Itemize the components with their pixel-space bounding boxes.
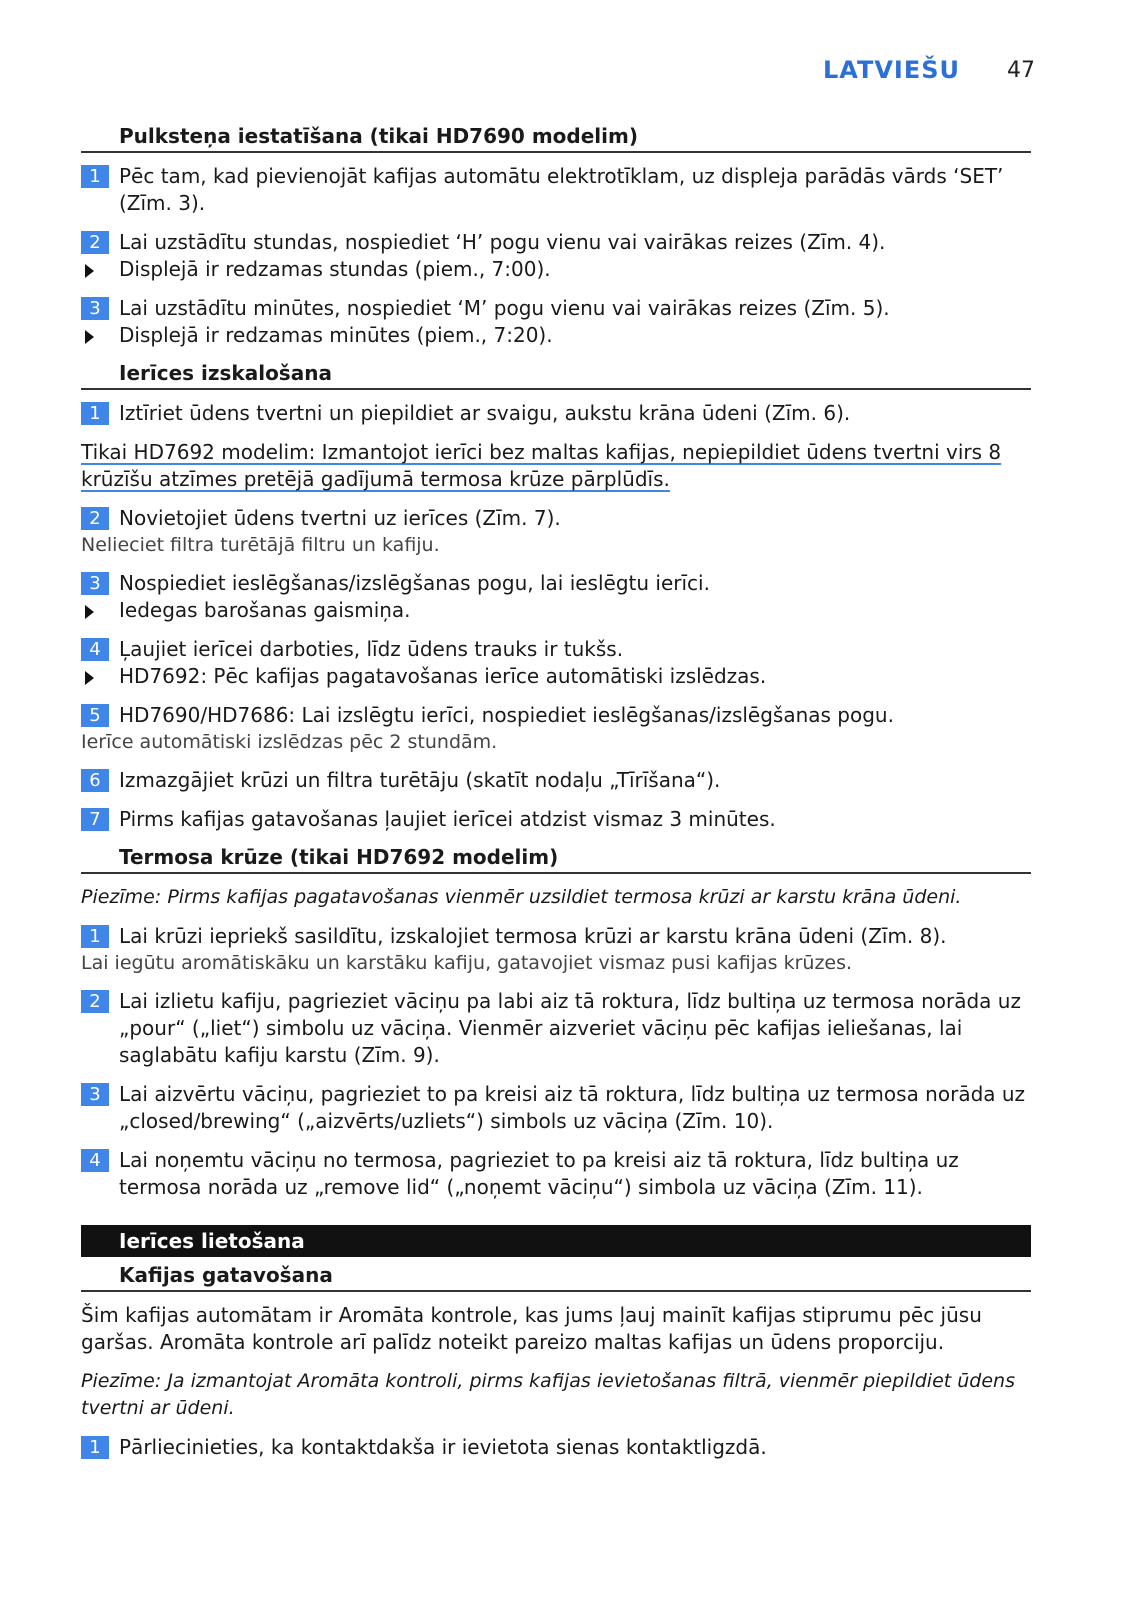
step (81, 163, 1031, 217)
section-title-thermos: Termosa krūze (tikai HD7692 modelim) (81, 845, 1031, 874)
step-text: Lai izlietu kafiju, pagrieziet vāciņu pa labi aiz tā roktura, līdz bultiņa uz termosa norāda uz „pour“ („liet“) simbolu uz vāciņa. Vienmēr aizveriet vāciņu pēc kafijas ieliešanas, lai saglabātu kafiju karstu (Zīm. 9). (119, 989, 1021, 1067)
step-result (81, 322, 1031, 349)
step-text: Nospiediet ieslēgšanas/izslēgšanas pogu, lai ieslēgtu ierīci. (119, 571, 710, 595)
hd7692-notice-text: Tikai HD7692 modelim: Izmantojot ierīci bez maltas kafijas, nepiepildiet ūdens tvertni virs 8 krūzīšu atzīmes pretējā gadījumā termosa krūze pārplūdīs. (81, 440, 1002, 491)
page-number: 47 (1007, 58, 1035, 83)
step-text: Lai krūzi iepriekš sasildītu, izskalojiet termosa krūzi ar karstu krāna ūdeni (Zīm. 8). (119, 924, 947, 948)
result-arrow-icon (85, 264, 94, 278)
step (81, 295, 1031, 322)
step-text: Lai noņemtu vāciņu no termosa, pagrieziet to pa kreisi aiz tā roktura, līdz bultiņa uz termosa norāda uz „remove lid“ („noņemt vāciņu“) simbola uz vāciņa (Zīm. 11). (119, 1148, 959, 1199)
step-text: Iztīriet ūdens tvertni un piepildiet ar svaigu, aukstu krāna ūdeni (Zīm. 6). (119, 401, 851, 425)
step-number: 2 (81, 507, 109, 530)
step-result (81, 256, 1031, 283)
step (81, 988, 1031, 1069)
step-text: Ļaujiet ierīcei darboties, līdz ūdens trauks ir tukšs. (119, 637, 624, 661)
step-text: HD7690/HD7686: Lai izslēgtu ierīci, nospiediet ieslēgšanas/izslēgšanas pogu. (119, 703, 894, 727)
step-text: Pirms kafijas gatavošanas ļaujiet ierīcei atdzist vismaz 3 minūtes. (119, 807, 776, 831)
step-text: Izmazgājiet krūzi un filtra turētāju (skatīt nodaļu „Tīrīšana“). (119, 768, 721, 792)
note: Piezīme: Ja izmantojat Aromāta kontroli, pirms kafijas ievietošanas filtrā, vienmēr piepildiet ūdens tvertni ar ūdeni. (81, 1370, 1015, 1419)
section-title-clock: Pulksteņa iestatīšana (tikai HD7690 modelim) (81, 124, 1031, 153)
step (81, 229, 1031, 256)
step-result (81, 663, 1031, 690)
step (81, 636, 1031, 663)
step (81, 1081, 1031, 1135)
step-number: 1 (81, 402, 109, 425)
result-text: HD7692: Pēc kafijas pagatavošanas ierīce automātiski izslēdzas. (119, 664, 767, 688)
result-text: Displejā ir redzamas minūtes (piem., 7:20). (119, 323, 553, 347)
result-text: Displejā ir redzamas stundas (piem., 7:00). (119, 257, 551, 281)
intro-paragraph: Šim kafijas automātam ir Aromāta kontrole, kas jums ļauj mainīt kafijas stiprumu pēc jūsu garšas. Aromāta kontrole arī palīdz noteikt pareizo maltas kafijas un ūdens proporciju. (81, 1303, 982, 1354)
hd7692-notice (81, 439, 1031, 493)
step-tip: Lai iegūtu aromātiskāku un karstāku kafiju, gatavojiet vismaz pusi kafijas krūzes. (81, 952, 853, 974)
step (81, 400, 1031, 427)
step-number: 1 (81, 1436, 109, 1459)
result-arrow-icon (85, 605, 94, 619)
section-title-rinse: Ierīces izskalošana (81, 361, 1031, 390)
step (81, 702, 1031, 729)
step (81, 806, 1031, 833)
step-number: 1 (81, 165, 109, 188)
step-text: Lai aizvērtu vāciņu, pagrieziet to pa kreisi aiz tā roktura, līdz bultiņa uz termosa norāda uz „closed/brewing“ („aizvērts/uzliets“) simbols uz vāciņa (Zīm. 10). (119, 1082, 1026, 1133)
step-text: Lai uzstādītu minūtes, nospiediet ‘M’ pogu vienu vai vairākas reizes (Zīm. 5). (119, 296, 890, 320)
content-column (81, 124, 1031, 1473)
step-number: 6 (81, 769, 109, 792)
step (81, 923, 1031, 950)
step-text: Novietojiet ūdens tvertni uz ierīces (Zīm. 7). (119, 506, 561, 530)
step-text: Pārliecinieties, ka kontaktdakša ir ievietota sienas kontaktligzdā. (119, 1435, 767, 1459)
step-number: 1 (81, 925, 109, 948)
result-arrow-icon (85, 330, 94, 344)
step-text: Lai uzstādītu stundas, nospiediet ‘H’ pogu vienu vai vairākas reizes (Zīm. 4). (119, 230, 886, 254)
note: Piezīme: Pirms kafijas pagatavošanas vienmēr uzsildiet termosa krūzi ar karstu krāna ūdeni. (81, 886, 962, 908)
step (81, 767, 1031, 794)
result-text: Iedegas barošanas gaismiņa. (119, 598, 411, 622)
chapter-band: Ierīces lietošana (81, 1225, 1031, 1257)
step-number: 3 (81, 572, 109, 595)
step-number: 2 (81, 990, 109, 1013)
step-text: Pēc tam, kad pievienojāt kafijas automātu elektrotīklam, uz displeja parādās vārds ‘SET’ (Zīm. 3). (119, 164, 1004, 215)
step-number: 7 (81, 808, 109, 831)
step-number: 3 (81, 297, 109, 320)
step-number: 5 (81, 704, 109, 727)
step (81, 505, 1031, 532)
step (81, 570, 1031, 597)
result-arrow-icon (85, 671, 94, 685)
step-tip: Ierīce automātiski izslēdzas pēc 2 stundām. (81, 731, 498, 753)
step (81, 1434, 1031, 1461)
section-title-brewing: Kafijas gatavošana (81, 1263, 1031, 1292)
step-result (81, 597, 1031, 624)
language-label: LATVIEŠU (822, 56, 960, 84)
step-tip: Nelieciet filtra turētājā filtru un kafiju. (81, 534, 440, 556)
step (81, 1147, 1031, 1201)
step-number: 2 (81, 231, 109, 254)
step-number: 4 (81, 638, 109, 661)
step-number: 4 (81, 1149, 109, 1172)
step-number: 3 (81, 1083, 109, 1106)
